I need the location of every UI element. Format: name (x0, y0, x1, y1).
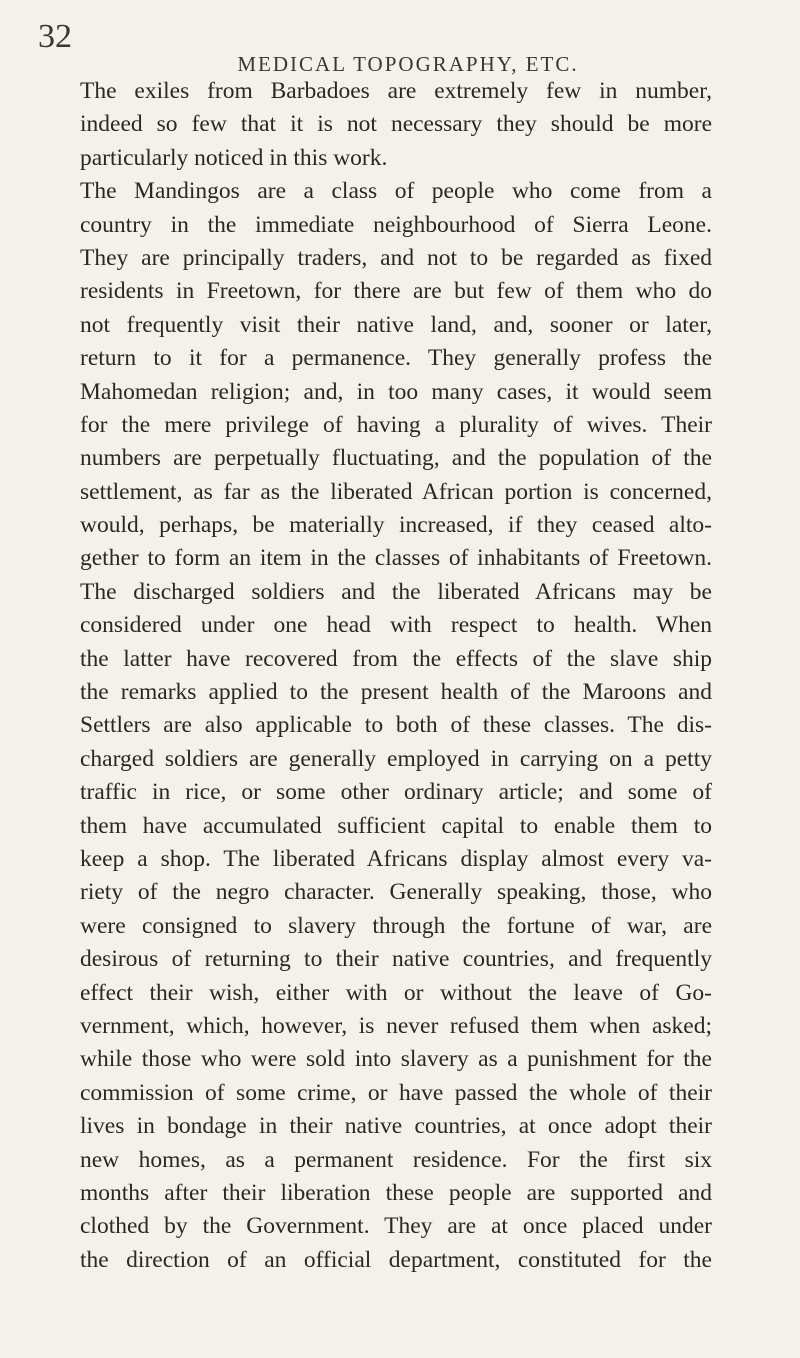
text-line: new homes, as a permanent residence. For the first six (80, 1146, 712, 1173)
text-line: traffic in rice, or some other ordinary article; and some of (80, 779, 712, 806)
text-line: keep a shop. The liberated Africans display almost every va- (80, 845, 712, 872)
text-line: lives in bondage in their native countries, at once adopt their (80, 1113, 712, 1140)
text-line: Settlers are also applicable to both of these classes. The dis- (80, 712, 712, 739)
text-line: residents in Freetown, for there are but few of them who do (80, 278, 712, 305)
text-line: return to it for a permanence. They generally profess the (80, 345, 712, 372)
text-line: while those who were sold into slavery as a punishment for the (80, 1046, 712, 1073)
text-line: particularly noticed in this work. (80, 144, 388, 171)
text-line: clothed by the Government. They are at once placed under (80, 1213, 712, 1240)
text-line: numbers are perpetually fluctuating, and the population of the (80, 445, 712, 472)
text-line: desirous of returning to their native countries, and frequently (80, 946, 712, 973)
page-header (38, 18, 778, 76)
text-line: They are principally traders, and not to be regarded as fixed (80, 244, 712, 271)
body-text (80, 75, 712, 1277)
text-line: the remarks applied to the present health of the Maroons and (80, 679, 712, 706)
running-head: MEDICAL TOPOGRAPHY, ETC. (237, 52, 579, 76)
text-line: the latter have recovered from the effects of the slave ship (80, 645, 712, 672)
text-line: months after their liberation these people are supported and (80, 1179, 712, 1206)
page-number: 32 (38, 18, 72, 55)
text-line: gether to form an item in the classes of inhabitants of Freetown. (80, 545, 712, 572)
text-line: not frequently visit their native land, and, sooner or later, (80, 311, 712, 338)
text-line: for the mere privilege of having a plurality of wives. Their (80, 411, 712, 438)
text-line: The discharged soldiers and the liberated Africans may be (80, 578, 712, 605)
text-line: the direction of an official department, constituted for the (80, 1246, 712, 1273)
text-line: Mahomedan religion; and, in too many cases, it would seem (80, 378, 712, 405)
text-line: The exiles from Barbadoes are extremely few in number, (80, 78, 712, 104)
text-line: effect their wish, either with or without the leave of Go- (80, 979, 712, 1006)
text-line: indeed so few that it is not necessary they should be more (80, 111, 712, 138)
text-line: would, perhaps, be materially increased, if they ceased alto- (80, 512, 712, 539)
text-line: riety of the negro character. Generally speaking, those, who (80, 879, 712, 906)
text-line: were consigned to slavery through the fortune of war, are (80, 912, 712, 939)
text-line: settlement, as far as the liberated African portion is concerned, (80, 478, 712, 505)
text-line: charged soldiers are generally employed in carrying on a petty (80, 745, 712, 772)
text-line: them have accumulated sufficient capital to enable them to (80, 812, 712, 839)
text-line: The Mandingos are a class of people who come from a (80, 178, 712, 205)
text-line: country in the immediate neighbourhood of Sierra Leone. (80, 211, 712, 238)
text-line: commission of some crime, or have passed the whole of their (80, 1079, 712, 1106)
text-line: vernment, which, however, is never refused them when asked; (80, 1012, 712, 1039)
text-line: considered under one head with respect to health. When (80, 612, 712, 639)
